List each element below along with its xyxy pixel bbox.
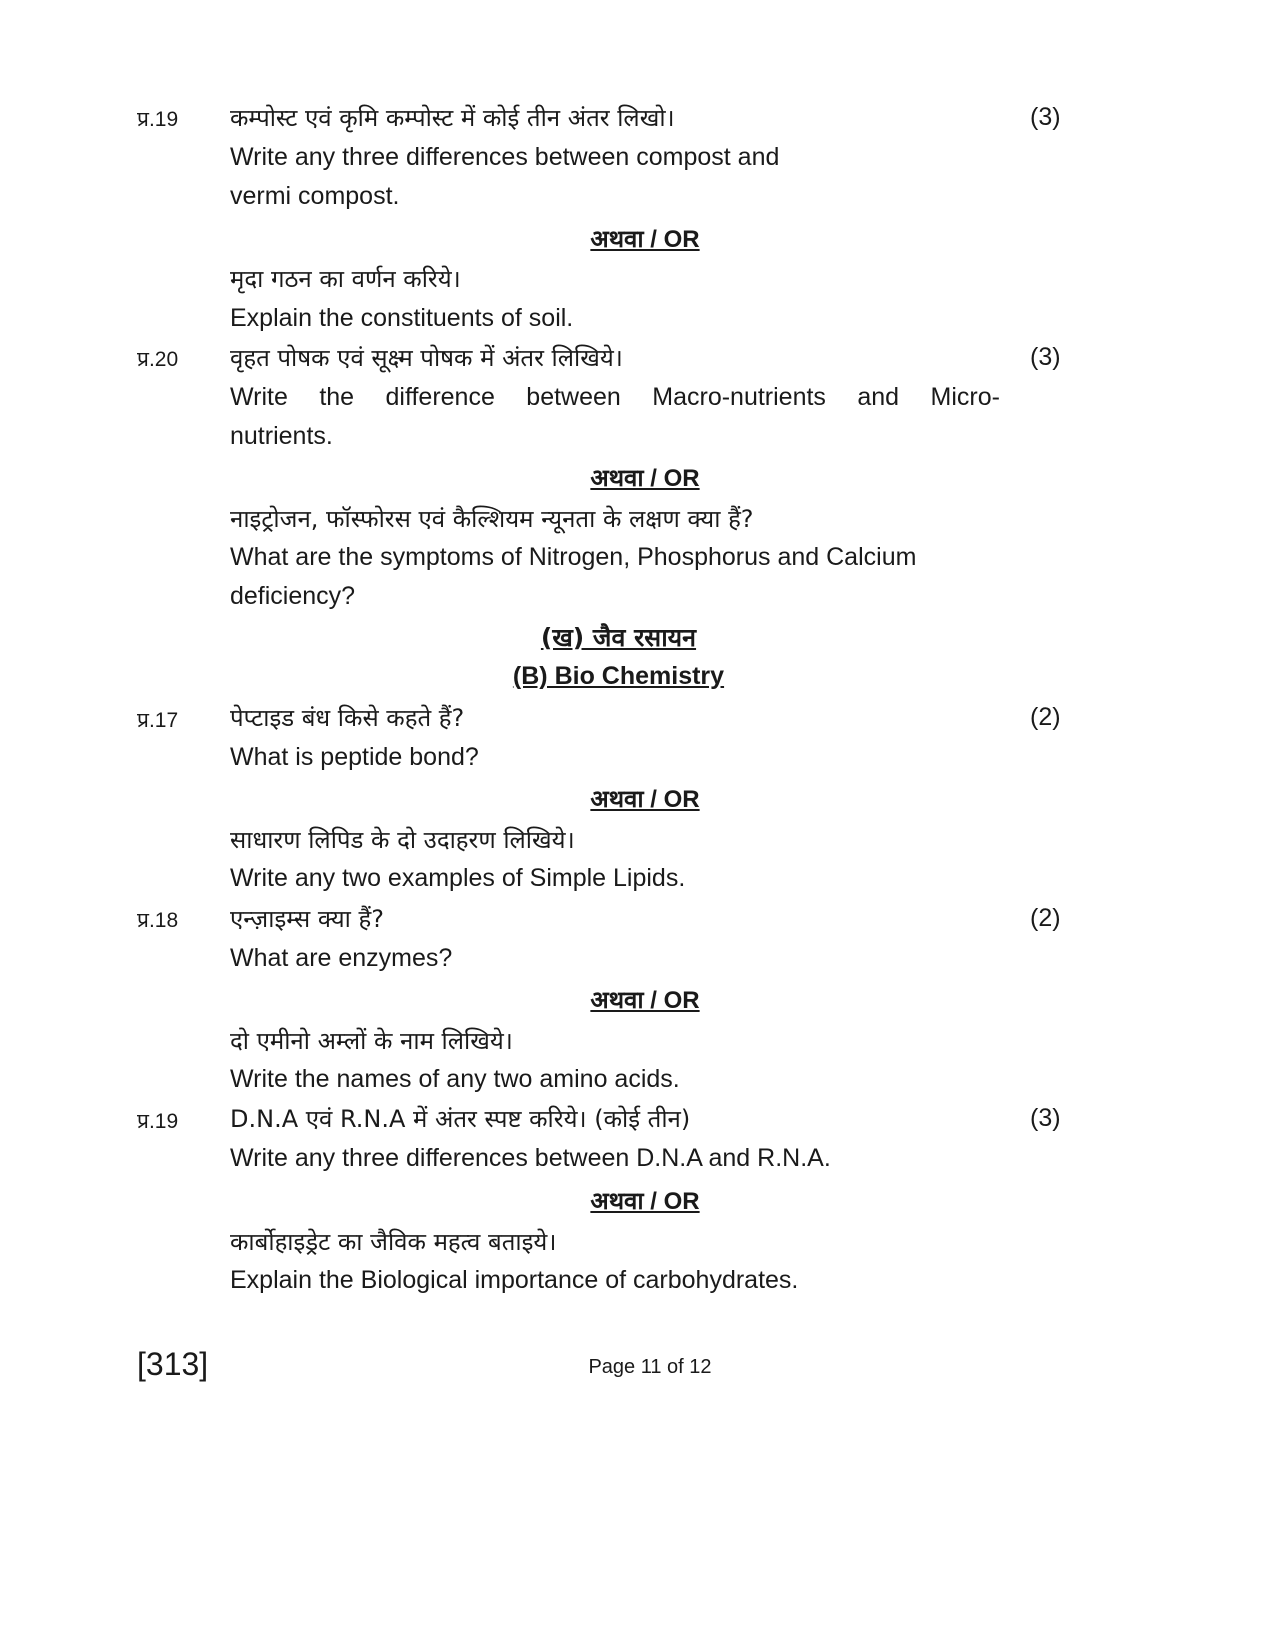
question-english: Write any three differences between compost and <box>230 143 780 171</box>
question-hindi: वृहत पोषक एवं सूक्ष्म पोषक में अंतर लिखिये। <box>230 344 623 372</box>
word: the <box>319 383 355 411</box>
section-title-hindi: (ख) जैव रसायन <box>540 623 697 652</box>
alt-question-hindi: नाइट्रोजन, फॉस्फोरस एवं कैल्शियम न्यूनता के लक्षण क्या हैं? <box>230 505 754 533</box>
word: between <box>526 383 621 411</box>
question-number: प्र.17 <box>137 709 179 732</box>
page-number: Page 11 of 12 <box>588 1356 712 1378</box>
question-marks: (3) <box>1030 343 1061 371</box>
alt-question-hindi: मृदा गठन का वर्णन करिये। <box>230 265 461 293</box>
or-divider: अथवा / OR <box>590 226 700 253</box>
question-number: प्र.18 <box>137 909 179 932</box>
or-divider: अथवा / OR <box>590 987 700 1014</box>
question-number: प्र.19 <box>137 108 179 131</box>
question-marks: (2) <box>1030 904 1061 932</box>
alt-question-english: Explain the Biological importance of carbohydrates. <box>230 1266 799 1294</box>
alt-question-english: Explain the constituents of soil. <box>230 304 574 332</box>
question-hindi: कम्पोस्ट एवं कृमि कम्पोस्ट में कोई तीन अंतर लिखो। <box>230 104 675 132</box>
alt-question-english-cont: deficiency? <box>230 582 356 610</box>
alt-question-english: Write the names of any two amino acids. <box>230 1065 680 1093</box>
word: and <box>857 383 900 411</box>
question-hindi: एन्ज़ाइम्स क्या हैं? <box>230 905 384 933</box>
question-english: What are enzymes? <box>230 944 453 972</box>
question-hindi: पेप्टाइड बंध किसे कहते हैं? <box>230 704 465 732</box>
word: Write <box>230 383 288 411</box>
alt-question-english: Write any two examples of Simple Lipids. <box>230 864 686 892</box>
alt-question-hindi: कार्बोहाइड्रेट का जैविक महत्व बताइये। <box>230 1228 557 1256</box>
section-title-english: (B) Bio Chemistry <box>512 662 725 690</box>
question-english-justified <box>230 383 1000 412</box>
question-english-cont: nutrients. <box>230 422 333 450</box>
question-marks: (2) <box>1030 703 1061 731</box>
alt-question-hindi: दो एमीनो अम्लों के नाम लिखिये। <box>230 1027 513 1055</box>
alt-question-hindi: साधारण लिपिड के दो उदाहरण लिखिये। <box>230 826 575 854</box>
word: Micro- <box>930 383 1000 411</box>
or-divider: अथवा / OR <box>590 1188 700 1215</box>
question-hindi: D.N.A एवं R.N.A में अंतर स्पष्ट करिये। (कोई तीन) <box>230 1105 691 1133</box>
or-divider: अथवा / OR <box>590 465 700 492</box>
alt-question-english: What are the symptoms of Nitrogen, Phosphorus and Calcium <box>230 543 917 571</box>
question-english: What is peptide bond? <box>230 743 479 771</box>
question-marks: (3) <box>1030 1104 1061 1132</box>
word: Macro-nutrients <box>652 383 826 411</box>
question-marks: (3) <box>1030 103 1061 131</box>
paper-code: [313] <box>137 1346 209 1382</box>
question-english-cont: vermi compost. <box>230 182 400 210</box>
question-english: Write any three differences between D.N.A and R.N.A. <box>230 1144 831 1172</box>
word: difference <box>385 383 495 411</box>
question-number: प्र.20 <box>137 348 179 371</box>
question-number: प्र.19 <box>137 1110 179 1133</box>
or-divider: अथवा / OR <box>590 786 700 813</box>
